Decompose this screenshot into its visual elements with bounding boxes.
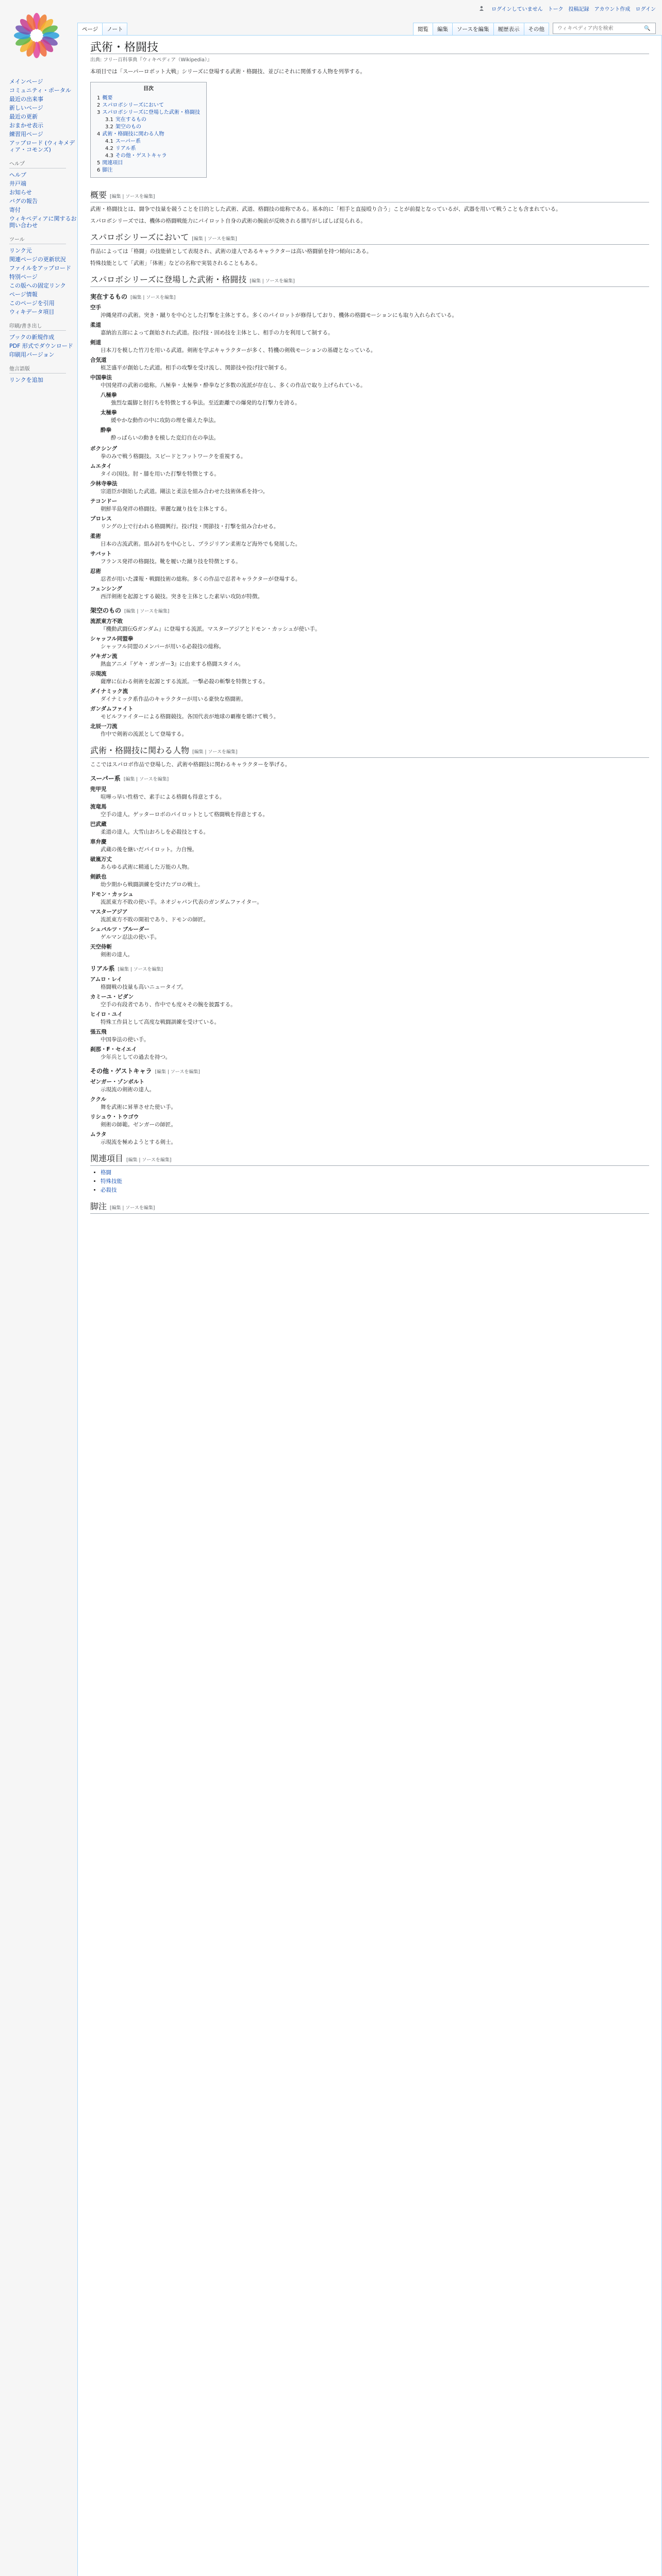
toc-link[interactable]: その他・ゲストキャラ xyxy=(115,153,167,159)
term: 忍術 xyxy=(90,568,101,574)
term: テコンドー xyxy=(90,498,118,504)
edit-section-link[interactable]: [編集 | ソースを編集] xyxy=(124,609,170,614)
toc-item xyxy=(105,116,200,124)
edit-section-link[interactable]: [編集 | ソースを編集] xyxy=(192,750,238,755)
definition: 拳のみで戦う格闘技。スピードとフットワークを重視する。 xyxy=(101,453,246,460)
term: カミーユ・ビダン xyxy=(90,994,134,1000)
paragraph: 武術・格闘技とは、闘争で技量を競うことを目的とした武術、武道、格闘技の総称である。基本的に「相手と直接殴り合う」ことが前提となっているが、武器を用いて戦うことも含まれている。 xyxy=(90,206,561,212)
tab-talk[interactable]: ノート xyxy=(102,23,127,35)
sidebar-item xyxy=(9,139,77,154)
term: ゼンガー・ゾンボルト xyxy=(90,1079,144,1085)
definition: シャッフル同盟のメンバーが用いる必殺技の総称。 xyxy=(101,643,225,650)
subsection-heading xyxy=(90,965,649,974)
toc-number: 4.3 xyxy=(105,153,113,159)
heading-text: スーパー系 xyxy=(90,775,121,782)
definition: 示現流を極めようとする剣士。 xyxy=(101,1139,176,1145)
sidebar xyxy=(0,77,77,389)
subsection-heading xyxy=(90,1067,649,1076)
section-heading xyxy=(90,276,649,287)
term: 柔術 xyxy=(90,533,101,539)
definition: 朝鮮半島発祥の格闘技。華麗な蹴り技を主体とする。 xyxy=(101,506,230,512)
definition: 舞を武術に昇華させた使い手。 xyxy=(101,1104,176,1110)
sidebar-link[interactable]: ヘルプ xyxy=(9,172,26,178)
toc-item xyxy=(105,138,200,145)
user-icon xyxy=(479,6,484,11)
toc-link[interactable]: スーパー系 xyxy=(115,139,141,144)
sidebar-portlet xyxy=(9,159,77,230)
toc-number: 2 xyxy=(97,103,101,108)
related-link[interactable]: 必殺技 xyxy=(101,1187,117,1193)
sidebar-link[interactable]: ウィキデータ項目 xyxy=(9,309,55,315)
term: ククル xyxy=(90,1096,107,1103)
definition: 幼少期から戦闘訓練を受けたプロの戦士。 xyxy=(101,882,204,888)
term: 八極拳 xyxy=(101,392,117,398)
term: 兜甲児 xyxy=(90,786,107,792)
heading-text: スパロボシリーズにおいて xyxy=(90,232,189,242)
definition: 熱血アニメ『ゲキ・ガンガー3』に由来する格闘スタイル。 xyxy=(101,661,244,667)
sidebar-heading: 他言語版 xyxy=(9,364,66,374)
sidebar-item xyxy=(9,255,77,264)
toc-link[interactable]: 関連項目 xyxy=(102,160,123,166)
term: ムラタ xyxy=(90,1131,107,1138)
definition: 強烈な震脚と肘打ちを特徴とする拳法。至近距離での爆発的な打撃力を誇る。 xyxy=(111,400,301,406)
toc-title: 目次 xyxy=(143,86,154,92)
definition: 示現流の剣術の達人。 xyxy=(101,1087,155,1093)
related-link[interactable]: 格闘 xyxy=(101,1170,111,1176)
definition: 緩やかな動作の中に攻防の理を備えた拳法。 xyxy=(111,417,219,423)
intro-paragraph: 本項目では「スーパーロボット大戦」シリーズに登場する武術・格闘技、並びにそれに関係する人物を列挙する。 xyxy=(90,69,366,75)
sidebar-item xyxy=(9,299,77,308)
edit-section-link[interactable]: [編集 | ソースを編集] xyxy=(192,236,237,242)
sidebar-list xyxy=(9,77,77,154)
toc-number: 3.1 xyxy=(105,117,113,123)
toc-item xyxy=(97,109,200,131)
paragraph: ここではスパロボ作品で登場した、武術や格闘技に関わるキャラクターを挙げる。 xyxy=(90,761,291,768)
toc-item xyxy=(105,152,200,160)
page-title: 武術・格闘技 xyxy=(90,44,649,54)
sidebar-item xyxy=(9,264,77,273)
personal-link[interactable]: ログインしていません xyxy=(491,6,543,12)
toc-item xyxy=(105,145,200,152)
term: ムエタイ xyxy=(90,463,112,469)
toc-number: 3 xyxy=(97,110,101,115)
term: ヒイロ・ユイ xyxy=(90,1011,123,1018)
term: 張五飛 xyxy=(90,1029,107,1035)
definition: ダイナミック系作品のキャラクターが用いる豪快な格闘術。 xyxy=(101,696,246,702)
definition: 中国拳法の使い手。 xyxy=(101,1037,150,1043)
definition: 空手の達人。ゲッターロボのパイロットとして格闘戦を得意とする。 xyxy=(101,811,268,818)
toc-item xyxy=(97,102,200,109)
sidebar-list xyxy=(9,246,77,316)
toc-number: 6 xyxy=(97,167,101,173)
subsection-heading xyxy=(90,293,649,302)
sidebar-link[interactable]: 新しいページ xyxy=(9,105,43,111)
toc-item xyxy=(97,160,200,167)
site-logo[interactable] xyxy=(6,5,67,66)
heading-text: 架空のもの xyxy=(90,607,122,614)
paragraph: 特殊技能として「武術」「体術」などの名称で実装されることもある。 xyxy=(90,260,261,266)
term: ボクシング xyxy=(90,446,118,452)
heading-text: 武術・格闘技に関わる人物 xyxy=(90,745,190,755)
sidebar-link[interactable]: リンクを追加 xyxy=(9,377,43,383)
sidebar-link[interactable]: お知らせ xyxy=(9,189,32,196)
sidebar-item xyxy=(9,95,77,104)
term: 太極拳 xyxy=(101,410,117,416)
toc-item xyxy=(97,95,200,102)
term: 空手 xyxy=(90,304,101,311)
definition-list xyxy=(90,976,649,1061)
term: 流派東方不敗 xyxy=(90,618,123,624)
definition: 少年兵としての過去を持つ。 xyxy=(101,1054,171,1060)
sidebar-link[interactable]: 井戸端 xyxy=(9,180,26,187)
term: フェンシング xyxy=(90,586,122,592)
sidebar-list xyxy=(9,333,77,359)
edit-section-link[interactable]: [編集 | ソースを編集] xyxy=(123,777,169,782)
section-heading xyxy=(90,1202,649,1214)
edit-section-link[interactable]: [編集 | ソースを編集] xyxy=(118,967,163,972)
definition: 日本の古流武術。組み討ちを中心とし、ブラジリアン柔術など海外でも発展した。 xyxy=(101,541,301,547)
definition: タイの国技。肘・膝を用いた打撃を特徴とする。 xyxy=(101,471,220,477)
definition: ゲルマン忍法の使い手。 xyxy=(101,934,160,940)
sidebar-item xyxy=(9,376,77,384)
term: ドモン・カッシュ xyxy=(90,891,134,897)
definition-list xyxy=(90,1078,649,1146)
sidebar-link[interactable]: 特別ページ xyxy=(9,274,38,280)
toc-sublist xyxy=(97,116,200,131)
sidebar-item xyxy=(9,121,77,130)
sidebar-list xyxy=(9,171,77,230)
search-input[interactable] xyxy=(556,25,644,32)
tab-edit-source[interactable]: ソースを編集 xyxy=(452,23,493,35)
definition: 格闘戦の技量も高いニュータイプ。 xyxy=(101,984,187,990)
term: 中国拳法 xyxy=(90,375,112,381)
sidebar-item xyxy=(9,214,77,230)
definition-list xyxy=(90,618,649,738)
sidebar-link[interactable]: おまかせ表示 xyxy=(9,122,43,129)
toc-item xyxy=(97,167,200,174)
toc-link[interactable]: 武術・格闘技に関わる人物 xyxy=(102,131,164,137)
definition: 日本刀を模した竹刀を用いる武道。剣術を学ぶキャラクターが多く、特機の剣戟モーションの基礎となっている。 xyxy=(101,347,376,353)
toc-list xyxy=(97,95,200,174)
term: 天空侍斬 xyxy=(90,944,112,950)
term: 酔拳 xyxy=(101,427,111,433)
sidebar-item xyxy=(9,308,77,316)
personal-link[interactable]: アカウント作成 xyxy=(594,6,631,12)
sidebar-link[interactable]: この版への固定リンク xyxy=(9,282,66,289)
search-icon[interactable]: 🔍 xyxy=(644,25,651,31)
definition: 空手の有段者であり、作中でも度々その腕を披露する。 xyxy=(101,1002,236,1008)
definition: 西洋剣術を起源とする競技。突きを主体とした素早い攻防が特徴。 xyxy=(101,594,263,600)
search-box[interactable] xyxy=(553,23,656,34)
edit-section-link[interactable]: [編集 | ソースを編集] xyxy=(250,279,295,284)
personal-link[interactable]: ログイン xyxy=(635,6,656,12)
sidebar-link[interactable]: 最近の出来事 xyxy=(9,96,43,103)
toc-item xyxy=(105,124,200,131)
toc-link[interactable]: スパロボシリーズにおいて xyxy=(102,103,164,108)
toc-link[interactable]: スパロボシリーズに登場した武術・格闘技 xyxy=(102,110,200,115)
toc-number: 3.2 xyxy=(105,124,113,130)
sidebar-link[interactable]: 関連ページの更新状況 xyxy=(9,256,66,263)
table-of-contents xyxy=(90,82,207,178)
term: ゲキガン流 xyxy=(90,653,118,659)
sidebar-link[interactable]: ファイルをアップロード xyxy=(9,265,72,272)
sidebar-link[interactable]: 最近の更新 xyxy=(9,113,38,120)
definition: 植芝盛平が創始した武道。相手の攻撃を受け流し、関節技や投げ技で制する。 xyxy=(101,365,290,371)
sidebar-item xyxy=(9,246,77,255)
related-list xyxy=(101,1169,649,1194)
definition: 剣術の達人。 xyxy=(101,952,133,958)
sidebar-link[interactable]: メインページ xyxy=(9,78,43,85)
toc-link[interactable]: 脚注 xyxy=(102,167,113,173)
heading-text: リアル系 xyxy=(90,965,115,972)
sidebar-item xyxy=(9,333,77,342)
personal-link[interactable]: トーク xyxy=(548,6,564,12)
term: 刹那・F・セイエイ xyxy=(90,1046,137,1053)
term: リシュウ・トウゴウ xyxy=(90,1114,139,1120)
sidebar-item xyxy=(9,290,77,299)
definition: 中国発祥の武術の総称。八極拳・太極拳・酔拳など多数の流派が存在し、多くの作品で取り上げられている。 八極拳 強烈な震脚と肘打ちを特徴とする拳法。至近距離での爆発的な打撃力を誇る。 太極拳 緩やかな動作の中に攻防の理を備えた拳法。 酔拳 酔っぱらいの動きを模した変幻自在の拳法。 xyxy=(101,382,649,442)
toc-number: 5 xyxy=(97,160,101,166)
logo-icon xyxy=(11,10,62,61)
definition-list xyxy=(90,786,649,959)
definition-list xyxy=(101,392,649,442)
sidebar-item xyxy=(9,197,77,206)
sidebar-link[interactable]: 寄付 xyxy=(9,207,21,213)
toc-link[interactable]: 架空のもの xyxy=(115,124,141,130)
definition: 流派東方不敗の開祖であり、ドモンの師匠。 xyxy=(101,917,209,923)
subsection-heading xyxy=(90,775,649,784)
sidebar-link[interactable]: PDF 形式でダウンロード xyxy=(9,343,73,349)
article-sections xyxy=(90,191,649,1214)
definition: 特殊工作員として高度な戦闘訓練を受けている。 xyxy=(101,1019,220,1025)
edit-section-link[interactable]: [編集 | ソースを編集] xyxy=(126,1158,172,1163)
term: ダイナミック流 xyxy=(90,688,128,694)
term: 破嵐万丈 xyxy=(90,856,112,862)
sidebar-link[interactable]: コミュニティ・ポータル xyxy=(9,87,71,94)
heading-text: スパロボシリーズに登場した武術・格闘技 xyxy=(90,275,247,284)
heading-text: 概要 xyxy=(90,190,107,200)
tab-page[interactable]: ページ xyxy=(77,23,103,35)
section-heading xyxy=(90,233,649,245)
definition: 薩摩に伝わる剣術を起源とする流派。一撃必殺の斬撃を特徴とする。 xyxy=(101,679,269,685)
sidebar-item xyxy=(9,179,77,188)
definition: モビルファイターによる格闘競技。各国代表が地球の覇権を賭けて戦う。 xyxy=(101,714,279,720)
definition: 喧嘩っ早い性格で、素手による格闘も得意とする。 xyxy=(101,794,225,800)
edit-section-link[interactable]: [編集 | ソースを編集] xyxy=(110,194,155,199)
toc-number: 1 xyxy=(97,95,101,101)
heading-text: その他・ゲストキャラ xyxy=(90,1067,152,1075)
term: ガンダムファイト xyxy=(90,706,134,712)
personal-links xyxy=(489,5,656,12)
sidebar-item xyxy=(9,350,77,359)
sidebar-item xyxy=(9,86,77,95)
toc-number: 4 xyxy=(97,131,101,137)
sidebar-list xyxy=(9,376,77,384)
section-heading xyxy=(90,191,649,202)
sidebar-link[interactable]: ウィキペディアに関するお問い合わせ xyxy=(9,215,77,229)
edit-section-link[interactable]: [編集 | ソースを編集] xyxy=(130,295,176,300)
main-content xyxy=(77,35,662,2576)
sidebar-portlet xyxy=(9,235,77,316)
sidebar-item xyxy=(9,77,77,86)
sidebar-link[interactable]: このページを引用 xyxy=(9,300,55,307)
subsection-heading xyxy=(90,607,649,616)
definition: 『機動武闘伝Gガンダム』に登場する流派。マスターアジアとドモン・カッシュが使い手。 xyxy=(101,626,321,632)
definition: 作中で剣術の流派として登場する。 xyxy=(101,731,187,737)
tab-read[interactable]: 閲覧 xyxy=(413,23,433,35)
sidebar-link[interactable]: 印刷用バージョン xyxy=(9,351,55,358)
sidebar-link[interactable]: アップロード (ウィキメディア・コモンズ) xyxy=(9,140,75,153)
sidebar-portlet xyxy=(9,364,77,384)
term: 合気道 xyxy=(90,357,107,363)
toc-link[interactable]: 概要 xyxy=(102,95,113,101)
sidebar-portlet xyxy=(9,77,77,154)
related-item xyxy=(101,1178,649,1185)
definition: フランス発祥の格闘技。靴を履いた蹴り技を特徴とする。 xyxy=(101,558,241,565)
term: 巴武蔵 xyxy=(90,821,107,827)
sidebar-item xyxy=(9,171,77,179)
section-heading xyxy=(90,1155,649,1166)
sidebar-item xyxy=(9,342,77,350)
edit-section-link[interactable]: [編集 | ソースを編集] xyxy=(155,1070,200,1075)
heading-text: 関連項目 xyxy=(90,1154,124,1163)
sidebar-item xyxy=(9,112,77,121)
term: プロレス xyxy=(90,516,112,522)
term: 剣道 xyxy=(90,340,101,346)
sidebar-link[interactable]: バグの報告 xyxy=(9,198,38,205)
sidebar-link[interactable]: リンク元 xyxy=(9,247,32,254)
term: シュバルツ・ブルーダー xyxy=(90,926,150,933)
sidebar-portlet xyxy=(9,321,77,359)
term: 示現流 xyxy=(90,671,107,677)
definition: 沖縄発祥の武術。突き・蹴りを中心とした打撃を主体とする。多くのパイロットが修得しており、機体の格闘モーションにも取り入れられている。 xyxy=(101,312,457,318)
tab-history[interactable]: 履歴表示 xyxy=(493,23,524,35)
definition: 宗道臣が創始した武道。剛法と柔法を組み合わせた技術体系を持つ。 xyxy=(101,488,269,495)
definition: 武蔵の後を継いだパイロット。力自慢。 xyxy=(101,846,197,853)
toc-sublist xyxy=(97,138,200,160)
tab-edit[interactable]: 編集 xyxy=(433,23,453,35)
definition-list xyxy=(90,304,649,601)
personal-tools xyxy=(479,3,656,13)
sidebar-link[interactable]: ブックの新規作成 xyxy=(9,334,55,341)
sidebar-heading: ツール xyxy=(9,235,66,244)
sidebar-heading: ヘルプ xyxy=(9,159,66,168)
definition: 柔道の達人。大雪山おろしを必殺技とする。 xyxy=(101,829,209,835)
paragraph: スパロボシリーズでは、機体の格闘戦能力にパイロット自身の武術の腕前が反映される描写がしばしば見られる。 xyxy=(90,218,366,224)
toc-number: 4.1 xyxy=(105,139,113,144)
related-item xyxy=(101,1187,649,1194)
page-tabs xyxy=(77,19,662,35)
term: 柔道 xyxy=(90,322,101,328)
heading-text: 脚注 xyxy=(90,1201,107,1211)
definition: 嘉納治五郎によって創始された武道。投げ技・固め技を主体とし、相手の力を利用して制する。 xyxy=(101,330,334,336)
sidebar-item xyxy=(9,206,77,214)
sidebar-item xyxy=(9,273,77,281)
term: サバット xyxy=(90,551,112,557)
term: 剣鉄也 xyxy=(90,874,107,880)
sidebar-link[interactable]: 練習用ページ xyxy=(9,131,43,138)
edit-section-link[interactable]: [編集 | ソースを編集] xyxy=(110,1206,155,1211)
sidebar-item xyxy=(9,104,77,112)
definition: 剣術の師範。ゼンガーの師匠。 xyxy=(101,1122,176,1128)
term: シャッフル同盟拳 xyxy=(90,636,134,642)
definition: あらゆる武術に精通した万能の人物。 xyxy=(101,864,193,870)
term: 流竜馬 xyxy=(90,804,107,810)
related-link[interactable]: 特殊技能 xyxy=(101,1178,122,1184)
sidebar-link[interactable]: ページ情報 xyxy=(9,291,38,298)
tab-more[interactable]: その他 xyxy=(524,23,550,35)
term: アムロ・レイ xyxy=(90,976,122,982)
definition: リングの上で行われる格闘興行。投げ技・関節技・打撃を組み合わせる。 xyxy=(101,523,279,530)
sidebar-item xyxy=(9,281,77,290)
term: マスターアジア xyxy=(90,909,128,915)
term: 北辰一刀流 xyxy=(90,723,118,730)
toc-item xyxy=(97,131,200,160)
definition: 忍者が用いた諜報・戦闘技術の総称。多くの作品で忍者キャラクターが登場する。 xyxy=(101,576,301,582)
term: 少林寺拳法 xyxy=(90,481,118,487)
related-item xyxy=(101,1169,649,1177)
sidebar-heading: 印刷/書き出し xyxy=(9,321,66,331)
page-subtitle: 出典: フリー百科事典『ウィキペディア（Wikipedia）』 xyxy=(90,57,212,63)
section-heading xyxy=(90,747,649,758)
personal-link[interactable]: 投稿記録 xyxy=(568,6,589,12)
toc-number: 4.2 xyxy=(105,146,113,151)
toc-link[interactable]: 実在するもの xyxy=(115,117,146,123)
definition: 酔っぱらいの動きを模した変幻自在の拳法。 xyxy=(111,435,219,441)
toc-link[interactable]: リアル系 xyxy=(115,146,136,151)
sidebar-item xyxy=(9,130,77,139)
heading-text: 実在するもの xyxy=(90,293,128,300)
term: 車弁慶 xyxy=(90,839,107,845)
sidebar-item xyxy=(9,188,77,197)
paragraph: 作品によっては「格闘」の技能値として表現され、武術の達人であるキャラクターは高い格闘値を持つ傾向にある。 xyxy=(90,248,372,255)
definition: 流派東方不敗の使い手。ネオジャパン代表のガンダムファイター。 xyxy=(101,899,262,905)
